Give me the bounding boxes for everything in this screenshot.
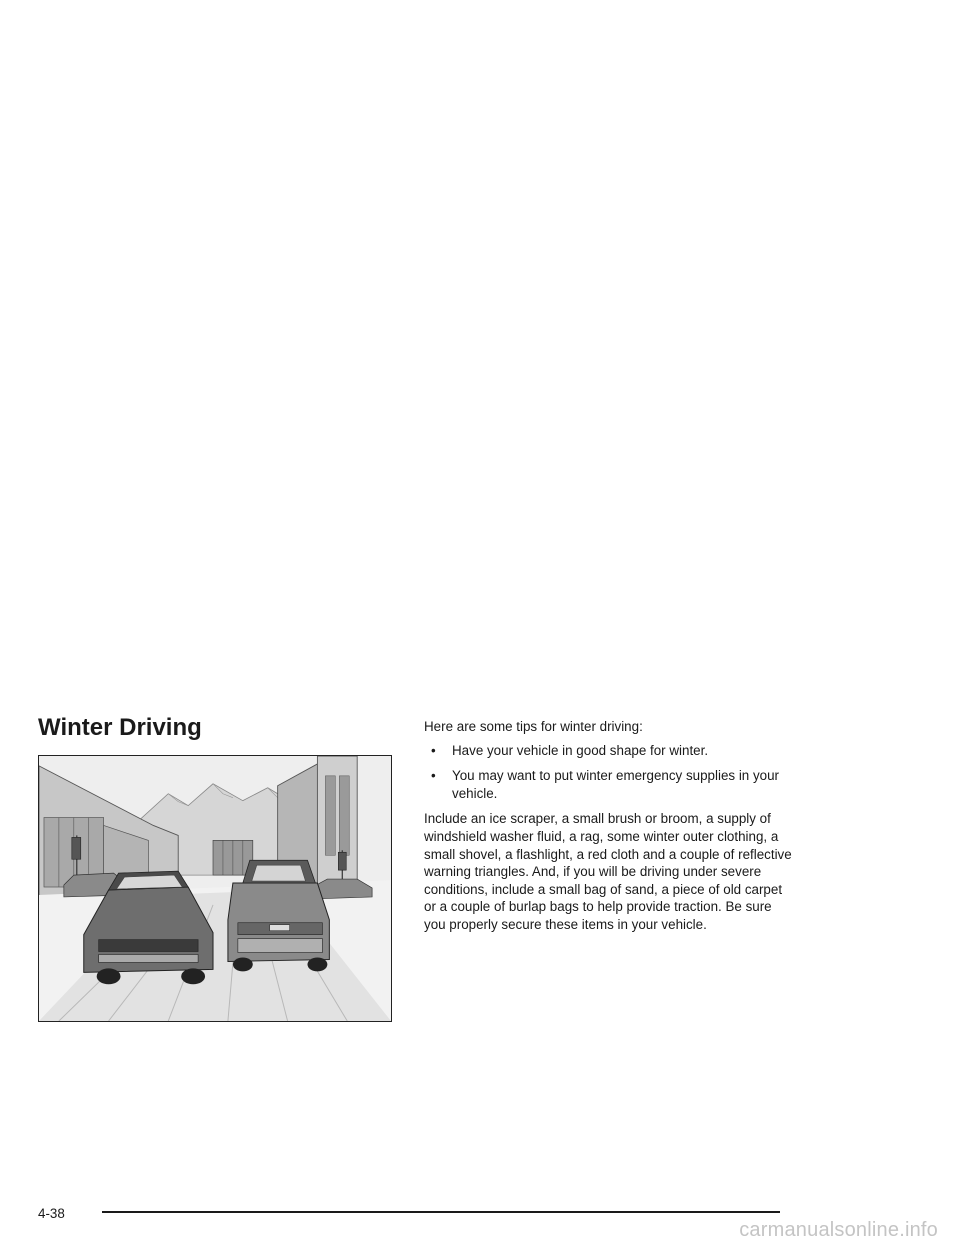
tips-list (424, 742, 794, 803)
page-number: 4-38 (38, 1206, 65, 1221)
bullet-icon: • (431, 742, 436, 758)
intro-text: Here are some tips for winter driving: (424, 719, 643, 734)
supplies-paragraph: Include an ice scraper, a small brush or broom, a supply of windshield washer fluid, a rag, some winter outer clothing, a small shovel, a flashlight, a red cloth and a couple of reflective warning triangles. And, if you will be driving under severe conditions, include a small bag of sand, a piece of old carpet or a couple of burlap bags to help provide traction. Be sure you properly secure these items in your vehicle. (424, 811, 792, 932)
list-item (424, 767, 794, 802)
body-text (424, 718, 794, 934)
watermark: carmanualsonline.info (739, 1219, 938, 1241)
list-item-text: You may want to put winter emergency supplies in your vehicle. (452, 768, 780, 801)
section-title: Winter Driving (38, 714, 202, 741)
bullet-icon: • (431, 768, 436, 784)
list-item-text: Have your vehicle in good shape for winter. (452, 742, 709, 758)
footer-rule (102, 1211, 780, 1213)
list-item (424, 742, 794, 760)
winter-driving-illustration (38, 755, 392, 1022)
